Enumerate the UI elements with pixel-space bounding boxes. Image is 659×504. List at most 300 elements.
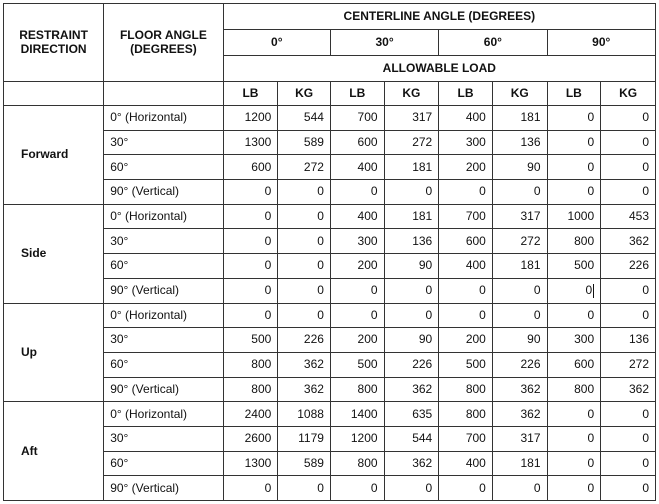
angle-header-30: 30° <box>330 30 438 56</box>
load-value-cell <box>492 204 547 229</box>
load-value-cell <box>330 402 384 427</box>
unit-header: KG <box>384 82 439 106</box>
load-value-cell <box>601 377 656 402</box>
load-value: 0 <box>317 209 324 223</box>
load-value-cell <box>330 476 384 501</box>
load-value-cell <box>384 352 439 377</box>
load-value-cell <box>223 229 278 254</box>
angle-header-60: 60° <box>439 30 547 56</box>
load-value-cell <box>492 328 547 353</box>
load-value: 0 <box>587 480 595 495</box>
load-value-cell <box>278 328 331 353</box>
load-value-cell <box>278 303 331 328</box>
load-value: 2400 <box>244 406 272 421</box>
load-value-cell <box>223 476 278 501</box>
restraint-direction-cell: Side <box>4 204 104 303</box>
table-row <box>4 402 656 427</box>
floor-angle-cell: 60° <box>104 254 223 279</box>
load-value-cell <box>384 278 439 303</box>
load-value-cell <box>278 155 331 180</box>
load-value: 589 <box>303 455 324 470</box>
load-value: 362 <box>412 381 433 396</box>
load-value: 0 <box>587 134 595 149</box>
blank-header-cell <box>104 82 223 106</box>
floor-angle-cell: 0° (Horizontal) <box>104 402 223 427</box>
load-value-cell <box>492 476 547 501</box>
load-value: 0 <box>370 283 378 298</box>
load-value-cell <box>223 426 278 451</box>
load-value: 544 <box>303 110 324 125</box>
load-value: 90 <box>527 332 541 347</box>
load-value-cell <box>330 328 384 353</box>
load-value: 0 <box>642 406 649 421</box>
load-value-cell <box>547 130 601 155</box>
load-value-cell <box>278 476 331 501</box>
load-value: 0 <box>642 134 649 149</box>
load-value: 0 <box>587 184 595 199</box>
restraint-direction-header: RESTRAINT DIRECTION <box>4 4 104 82</box>
load-value: 0 <box>479 283 486 298</box>
load-value: 0 <box>425 480 433 495</box>
floor-angle-header: FLOOR ANGLE (DEGREES) <box>104 4 223 82</box>
load-value-cell <box>439 204 493 229</box>
load-value: 400 <box>465 110 486 125</box>
text-cursor <box>593 284 594 298</box>
load-value: 200 <box>465 332 486 347</box>
floor-angle-cell: 0° (Horizontal) <box>104 204 223 229</box>
floor-angle-cell: 60° <box>104 451 223 476</box>
load-value-cell <box>330 254 384 279</box>
load-value: 0 <box>264 184 272 199</box>
load-value: 362 <box>303 381 324 396</box>
load-value: 200 <box>357 258 378 273</box>
load-value: 181 <box>520 455 541 470</box>
load-value-cell <box>223 303 278 328</box>
load-value: 400 <box>465 258 486 273</box>
load-value-cell <box>439 180 493 205</box>
floor-angle-cell: 0° (Horizontal) <box>104 303 223 328</box>
load-value: 0 <box>533 184 541 199</box>
load-value: 0 <box>264 258 272 273</box>
load-value: 500 <box>574 258 595 273</box>
load-value: 0 <box>642 110 649 125</box>
load-value-cell <box>278 180 331 205</box>
load-value: 200 <box>357 332 378 347</box>
load-value: 453 <box>628 209 649 223</box>
load-value-cell <box>601 476 656 501</box>
blank-header-cell <box>4 82 104 106</box>
load-value: 600 <box>465 233 486 248</box>
unit-header: KG <box>601 82 656 106</box>
load-value: 0 <box>425 307 433 322</box>
load-value-cell <box>384 155 439 180</box>
load-value-cell <box>601 328 656 353</box>
floor-angle-cell: 30° <box>104 328 223 353</box>
load-value-cell <box>547 155 601 180</box>
load-value-cell <box>278 278 331 303</box>
load-value-cell <box>439 303 493 328</box>
load-value-cell <box>223 130 278 155</box>
load-value-cell <box>384 254 439 279</box>
load-value-cell <box>384 106 439 131</box>
load-value: 1000 <box>567 209 595 223</box>
floor-angle-cell: 30° <box>104 229 223 254</box>
floor-angle-cell: 90° (Vertical) <box>104 377 223 402</box>
load-value-cell <box>492 352 547 377</box>
load-value: 0 <box>317 283 324 298</box>
load-value-cell <box>601 426 656 451</box>
load-value: 272 <box>520 233 541 248</box>
load-value-cell <box>439 130 493 155</box>
load-value: 181 <box>520 258 541 273</box>
load-value: 500 <box>251 332 272 347</box>
load-value: 0 <box>587 455 595 470</box>
load-value: 800 <box>357 381 378 396</box>
load-value-cell <box>601 229 656 254</box>
load-value-cell <box>278 204 331 229</box>
load-value: 0 <box>264 283 272 298</box>
load-value-cell <box>223 451 278 476</box>
load-value: 90 <box>527 159 541 174</box>
load-value: 0 <box>587 159 595 174</box>
load-value-cell <box>278 402 331 427</box>
load-value-cell <box>601 130 656 155</box>
floor-angle-cell: 30° <box>104 426 223 451</box>
load-value-cell <box>439 476 493 501</box>
load-value-cell <box>601 402 656 427</box>
load-value: 300 <box>574 332 595 347</box>
load-value-cell <box>278 352 331 377</box>
load-value-cell <box>439 254 493 279</box>
load-value-cell <box>547 352 601 377</box>
load-value-cell <box>330 204 384 229</box>
load-value: 0 <box>642 307 649 322</box>
load-value: 0 <box>317 480 324 495</box>
load-value: 200 <box>465 159 486 174</box>
load-value: 0 <box>642 480 649 495</box>
unit-header: KG <box>492 82 547 106</box>
load-value: 181 <box>412 159 433 174</box>
floor-angle-cell: 60° <box>104 352 223 377</box>
load-value: 0 <box>264 209 272 223</box>
load-value: 0 <box>642 184 649 199</box>
load-value: 90 <box>418 332 433 347</box>
load-value-cell <box>547 204 601 229</box>
load-value: 226 <box>520 357 541 372</box>
load-value: 181 <box>520 110 541 125</box>
load-value: 0 <box>587 110 595 125</box>
load-value: 1300 <box>244 455 272 470</box>
load-value-cell <box>278 130 331 155</box>
load-value-cell <box>492 303 547 328</box>
load-value: 600 <box>357 134 378 149</box>
load-value: 400 <box>465 455 486 470</box>
load-value: 800 <box>574 233 595 248</box>
load-value-cell <box>547 476 601 501</box>
load-value-cell <box>330 451 384 476</box>
load-value: 700 <box>465 209 486 223</box>
load-value: 362 <box>520 381 541 396</box>
load-value: 589 <box>303 134 324 149</box>
load-value: 2600 <box>244 431 272 446</box>
restraint-direction-cell: Up <box>4 303 104 402</box>
load-value: 136 <box>412 233 433 248</box>
table-row <box>4 303 656 328</box>
load-value-cell <box>601 204 656 229</box>
load-value-cell <box>384 377 439 402</box>
load-value-cell <box>492 155 547 180</box>
load-value-cell <box>547 377 601 402</box>
load-value: 1300 <box>244 134 272 149</box>
load-value-cell <box>439 451 493 476</box>
load-value-cell <box>547 426 601 451</box>
load-value-cell <box>547 278 601 303</box>
load-value-cell <box>492 278 547 303</box>
load-value-cell <box>278 451 331 476</box>
load-value: 800 <box>465 406 486 421</box>
load-value-cell <box>492 254 547 279</box>
load-value-cell <box>547 402 601 427</box>
load-value-cell <box>384 303 439 328</box>
load-value: 0 <box>317 233 324 248</box>
load-value-cell <box>547 106 601 131</box>
load-value-cell <box>384 402 439 427</box>
load-value: 0 <box>370 480 378 495</box>
load-value: 0 <box>585 282 593 297</box>
load-value: 0 <box>370 184 378 199</box>
load-value-cell <box>547 303 601 328</box>
load-value: 0 <box>587 431 595 446</box>
load-value: 700 <box>465 431 486 446</box>
load-value: 0 <box>425 283 433 298</box>
unit-header: LB <box>547 82 601 106</box>
angle-header-90: 90° <box>547 30 655 56</box>
load-value: 317 <box>520 431 541 446</box>
allowable-load-header: ALLOWABLE LOAD <box>223 56 655 82</box>
load-value: 1088 <box>297 406 324 421</box>
load-value: 226 <box>628 258 649 273</box>
load-value: 362 <box>412 455 433 470</box>
load-value: 136 <box>628 332 649 347</box>
load-value: 272 <box>412 134 433 149</box>
load-value: 362 <box>303 357 324 372</box>
load-value-cell <box>547 180 601 205</box>
load-value-cell <box>492 229 547 254</box>
load-value-cell <box>330 278 384 303</box>
load-value: 317 <box>412 110 433 125</box>
load-value-cell <box>492 106 547 131</box>
load-value: 0 <box>264 233 272 248</box>
load-value-cell <box>492 402 547 427</box>
load-value: 0 <box>370 307 378 322</box>
load-value-cell <box>439 426 493 451</box>
load-value: 500 <box>465 357 486 372</box>
table-row <box>4 204 656 229</box>
floor-angle-cell: 0° (Horizontal) <box>104 106 223 131</box>
restraint-direction-cell: Aft <box>4 402 104 501</box>
load-value-cell <box>223 402 278 427</box>
load-value: 600 <box>574 357 595 372</box>
load-value: 0 <box>533 283 541 298</box>
load-value-cell <box>439 377 493 402</box>
load-value: 0 <box>479 480 486 495</box>
load-value-cell <box>330 106 384 131</box>
load-value-cell <box>330 352 384 377</box>
table-header <box>4 4 656 106</box>
load-value-cell <box>330 130 384 155</box>
load-value-cell <box>278 254 331 279</box>
load-value-cell <box>330 426 384 451</box>
load-value: 136 <box>520 134 541 149</box>
load-value: 362 <box>628 233 649 248</box>
load-value: 1200 <box>350 431 378 446</box>
load-value-cell <box>601 155 656 180</box>
load-value: 0 <box>425 184 433 199</box>
load-value-cell <box>223 377 278 402</box>
load-value: 0 <box>642 159 649 174</box>
load-value-cell <box>439 328 493 353</box>
load-value: 0 <box>264 307 272 322</box>
load-value: 800 <box>251 381 272 396</box>
load-value-cell <box>439 229 493 254</box>
load-value-cell <box>223 254 278 279</box>
load-value: 0 <box>317 307 324 322</box>
load-value-cell <box>492 426 547 451</box>
load-value: 300 <box>357 233 378 248</box>
floor-angle-cell: 60° <box>104 155 223 180</box>
load-value-cell <box>223 180 278 205</box>
load-value-cell <box>330 229 384 254</box>
load-value-cell <box>601 254 656 279</box>
load-value: 800 <box>574 381 595 396</box>
load-value: 0 <box>642 283 649 298</box>
load-value: 400 <box>357 159 378 174</box>
load-value: 0 <box>479 307 486 322</box>
load-value-cell <box>330 303 384 328</box>
load-value-cell <box>278 377 331 402</box>
load-value: 0 <box>317 184 324 199</box>
load-value: 400 <box>357 209 378 223</box>
load-value: 1179 <box>298 431 324 446</box>
load-value-cell <box>223 106 278 131</box>
load-value: 0 <box>479 184 486 199</box>
load-value: 1200 <box>244 110 272 125</box>
load-value-cell <box>547 451 601 476</box>
floor-angle-cell: 90° (Vertical) <box>104 476 223 501</box>
load-value: 272 <box>628 357 649 372</box>
angle-header-0: 0° <box>223 30 330 56</box>
load-value-cell <box>439 352 493 377</box>
load-value: 600 <box>251 159 272 174</box>
restraint-direction-cell: Forward <box>4 106 104 205</box>
load-value-cell <box>547 328 601 353</box>
floor-angle-cell: 90° (Vertical) <box>104 180 223 205</box>
load-value: 0 <box>264 480 272 495</box>
load-value: 0 <box>533 480 541 495</box>
unit-header: LB <box>439 82 493 106</box>
load-value-cell <box>547 254 601 279</box>
load-value: 0 <box>587 307 595 322</box>
load-value-cell <box>384 476 439 501</box>
load-value-cell <box>278 106 331 131</box>
load-value: 0 <box>642 431 649 446</box>
load-value-cell <box>439 155 493 180</box>
load-value-cell <box>492 130 547 155</box>
load-value: 272 <box>303 159 324 174</box>
load-value-cell <box>223 328 278 353</box>
load-value: 362 <box>520 406 541 421</box>
load-value-cell <box>547 229 601 254</box>
load-value-cell <box>223 155 278 180</box>
floor-angle-cell: 90° (Vertical) <box>104 278 223 303</box>
load-value: 300 <box>465 134 486 149</box>
load-value: 0 <box>533 307 541 322</box>
load-value-cell <box>223 278 278 303</box>
load-value: 0 <box>587 406 595 421</box>
load-value-cell <box>330 155 384 180</box>
floor-angle-cell: 30° <box>104 130 223 155</box>
load-value: 544 <box>412 431 433 446</box>
load-value: 500 <box>357 357 378 372</box>
load-value-cell <box>384 204 439 229</box>
load-value-cell <box>601 303 656 328</box>
load-value: 226 <box>303 332 324 347</box>
load-value-cell <box>439 106 493 131</box>
load-value-cell <box>223 352 278 377</box>
load-value-cell <box>492 451 547 476</box>
load-value: 635 <box>412 406 433 421</box>
load-value-cell <box>384 130 439 155</box>
load-value-cell <box>384 180 439 205</box>
unit-header: KG <box>278 82 331 106</box>
load-value: 362 <box>628 381 649 396</box>
load-value: 700 <box>357 110 378 125</box>
table-row <box>4 106 656 131</box>
load-value-cell <box>601 352 656 377</box>
load-value-cell <box>330 180 384 205</box>
load-value-cell <box>223 204 278 229</box>
load-value: 1400 <box>350 406 378 421</box>
load-value: 317 <box>520 209 541 223</box>
unit-header: LB <box>330 82 384 106</box>
load-value-cell <box>384 328 439 353</box>
load-value-cell <box>601 106 656 131</box>
load-value: 0 <box>317 258 324 273</box>
centerline-angle-header: CENTERLINE ANGLE (DEGREES) <box>223 4 655 30</box>
load-value: 800 <box>251 357 272 372</box>
load-value-cell <box>384 426 439 451</box>
load-value: 90 <box>418 258 433 273</box>
load-value: 181 <box>412 209 433 223</box>
load-value-cell <box>601 180 656 205</box>
load-value: 226 <box>412 357 433 372</box>
load-value-cell <box>439 402 493 427</box>
unit-header: LB <box>223 82 278 106</box>
load-value: 0 <box>642 455 649 470</box>
load-value-cell <box>278 426 331 451</box>
table-body <box>4 106 656 501</box>
load-value: 800 <box>465 381 486 396</box>
load-value-cell <box>492 377 547 402</box>
load-value-cell <box>278 229 331 254</box>
load-value-cell <box>601 451 656 476</box>
load-value-cell <box>384 451 439 476</box>
load-value-cell <box>439 278 493 303</box>
load-value-cell <box>330 377 384 402</box>
allowable-load-table <box>3 3 656 501</box>
load-value-cell <box>601 278 656 303</box>
load-value: 800 <box>357 455 378 470</box>
